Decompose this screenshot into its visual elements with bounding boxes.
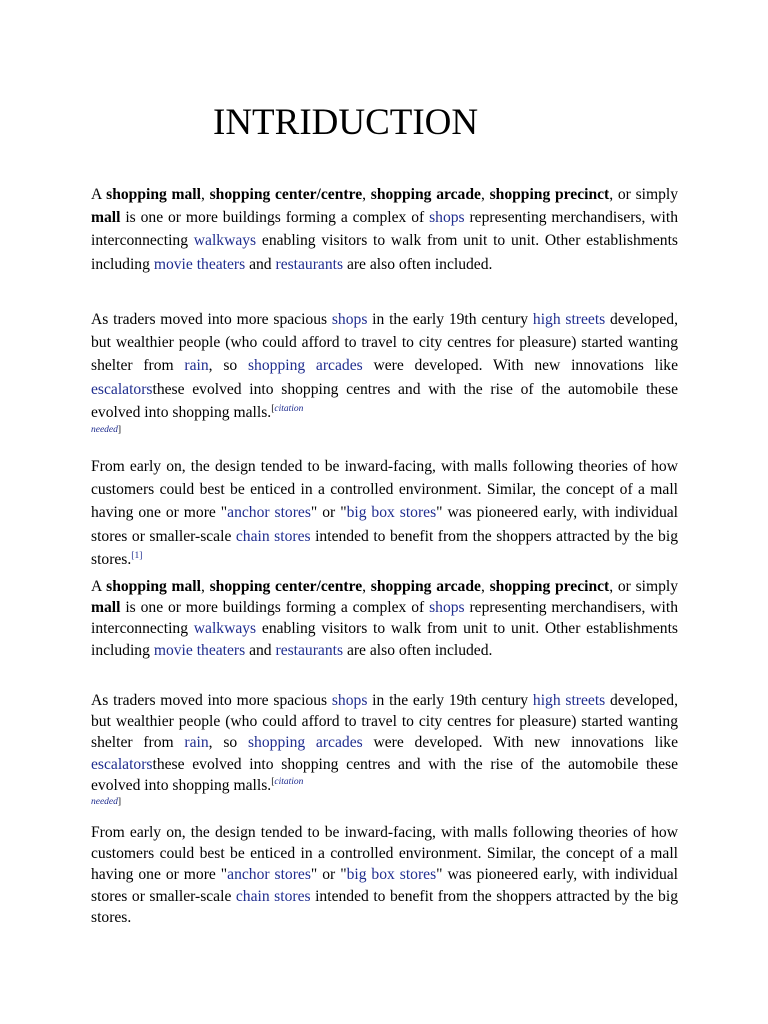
text: ,	[362, 578, 371, 595]
link-escalators[interactable]: escalators	[91, 755, 153, 773]
link-big-box-stores[interactable]: big box stores	[346, 504, 437, 522]
link-shops[interactable]: shops	[429, 599, 465, 617]
text: From early on, the design tended to be inward-facing, with malls following theories of how customers could best be enticed in a controlled environment. Similar, the concept of a mall having one or more	[91, 824, 678, 884]
link-restaurants[interactable]: restaurants	[275, 641, 344, 659]
bold-term: shopping arcade	[370, 186, 481, 203]
text: ,	[480, 578, 490, 595]
text: enabling visitors to walk from unit to unit. Other establishments including	[91, 232, 678, 273]
link-anchor-stores[interactable]: anchor stores	[227, 504, 311, 522]
link-chain-stores[interactable]: chain stores	[235, 887, 311, 905]
text: , or simply	[609, 186, 679, 203]
link-escalators[interactable]: escalators	[91, 380, 153, 398]
link-anchor-stores[interactable]: anchor stores	[227, 866, 311, 884]
quote: "	[310, 504, 318, 522]
bold-term: mall	[91, 209, 121, 227]
link-shopping-arcades[interactable]: shopping arcades	[247, 734, 363, 752]
paragraph-design-repeat	[91, 822, 678, 928]
bold-term: shopping center/centre	[209, 578, 363, 595]
link-high-streets[interactable]: high streets	[532, 311, 606, 328]
text: representing merchandisers, with interconnecting	[91, 599, 678, 638]
bracket: ]	[117, 797, 122, 808]
bracket: [	[271, 403, 275, 414]
text: representing merchandisers, with interconnecting	[91, 209, 678, 250]
text: As traders moved into more spacious	[91, 311, 332, 328]
text: developed, but wealthier people (who could afford to travel to city centres for pleasure) started wanting shelter from	[91, 692, 678, 752]
link-movie-theaters[interactable]: movie theaters	[153, 255, 246, 273]
link-chain-stores[interactable]: chain stores	[235, 527, 311, 545]
citation-needed-note[interactable]	[271, 777, 303, 787]
text: ,	[362, 186, 371, 203]
paragraph-history	[91, 308, 678, 436]
reference-1[interactable]: [1]	[131, 550, 143, 561]
quote: "	[340, 504, 347, 522]
text: were developed. With new innovations like	[362, 357, 678, 375]
text: intended to benefit from the shoppers attracted by the big stores.	[91, 887, 678, 926]
link-shops[interactable]: shops	[331, 311, 368, 328]
quote: "	[340, 866, 347, 884]
bracket: ]	[117, 425, 122, 436]
text: enabling visitors to walk from unit to unit. Other establishments including	[91, 620, 678, 659]
text: in the early 19th century	[367, 311, 533, 328]
citation-link[interactable]: citation	[274, 776, 304, 787]
text: or	[317, 866, 341, 884]
text: developed, but wealthier people (who could afford to travel to city centres for pleasure) started wanting shelter from	[91, 311, 678, 375]
quote: "	[220, 504, 228, 522]
link-high-streets[interactable]: high streets	[532, 692, 606, 709]
link-walkways[interactable]: walkways	[193, 620, 257, 638]
text: is one or more buildings forming a complex of	[120, 599, 430, 617]
text: A	[91, 578, 107, 595]
text: A	[91, 186, 107, 203]
bold-term: shopping arcade	[370, 578, 481, 595]
link-movie-theaters[interactable]: movie theaters	[153, 641, 246, 659]
quote: "	[220, 866, 228, 884]
bold-term: shopping precinct	[489, 578, 610, 595]
link-walkways[interactable]: walkways	[193, 232, 257, 250]
text: , so	[208, 357, 248, 375]
text: was pioneered early, with individual stores or smaller-scale	[91, 866, 678, 905]
citation-needed-line[interactable]	[91, 796, 678, 808]
link-restaurants[interactable]: restaurants	[275, 255, 344, 273]
text: or	[317, 504, 341, 522]
bold-term: shopping mall	[106, 186, 201, 203]
text: intended to benefit from the shoppers attracted by the big stores.	[91, 527, 678, 568]
quote: "	[436, 866, 443, 884]
bold-term: shopping center/centre	[209, 186, 363, 203]
text: and	[245, 255, 276, 273]
link-rain[interactable]: rain	[184, 357, 209, 375]
paragraph-mall-definition	[91, 183, 678, 276]
text: was pioneered early, with individual stores or smaller-scale	[91, 504, 678, 545]
paragraph-mall-definition-repeat	[91, 576, 678, 661]
text: and	[245, 641, 276, 659]
paragraph-design	[91, 455, 678, 571]
bold-term: mall	[91, 599, 121, 617]
text: ,	[200, 186, 210, 203]
quote: "	[310, 866, 318, 884]
link-rain[interactable]: rain	[184, 734, 209, 752]
text: From early on, the design tended to be inward-facing, with malls following theories of how customers could best be enticed in a controlled environment. Similar, the concept of a mall having one or more	[91, 458, 678, 522]
page-title: INTRIDUCTION	[213, 102, 479, 143]
text: these evolved into shopping centres and with the rise of the automobile these evolved into shopping malls.	[91, 380, 678, 421]
quote: "	[436, 504, 443, 522]
paragraph-history-repeat	[91, 690, 678, 808]
needed-link[interactable]: needed	[91, 425, 118, 436]
citation-link[interactable]: citation	[274, 403, 304, 414]
text: is one or more buildings forming a complex of	[120, 209, 430, 227]
text: in the early 19th century	[367, 692, 533, 709]
citation-needed-line[interactable]	[91, 424, 678, 436]
needed-link[interactable]: needed	[91, 797, 118, 808]
link-shops[interactable]: shops	[429, 209, 465, 227]
bracket: [	[271, 776, 275, 787]
text: ,	[200, 578, 210, 595]
text: , so	[208, 734, 248, 752]
text: these evolved into shopping centres and with the rise of the automobile these evolved into shopping malls.	[91, 755, 678, 794]
bold-term: shopping precinct	[489, 186, 610, 203]
bold-term: shopping mall	[106, 578, 201, 595]
link-shopping-arcades[interactable]: shopping arcades	[247, 357, 363, 375]
citation-needed-note[interactable]	[271, 404, 303, 414]
text: were developed. With new innovations like	[362, 734, 678, 752]
text: , or simply	[609, 578, 679, 595]
link-big-box-stores[interactable]: big box stores	[346, 866, 437, 884]
text: are also often included.	[343, 641, 493, 659]
link-shops[interactable]: shops	[331, 692, 368, 709]
text: ,	[480, 186, 490, 203]
text: are also often included.	[343, 255, 493, 273]
text: As traders moved into more spacious	[91, 692, 332, 709]
